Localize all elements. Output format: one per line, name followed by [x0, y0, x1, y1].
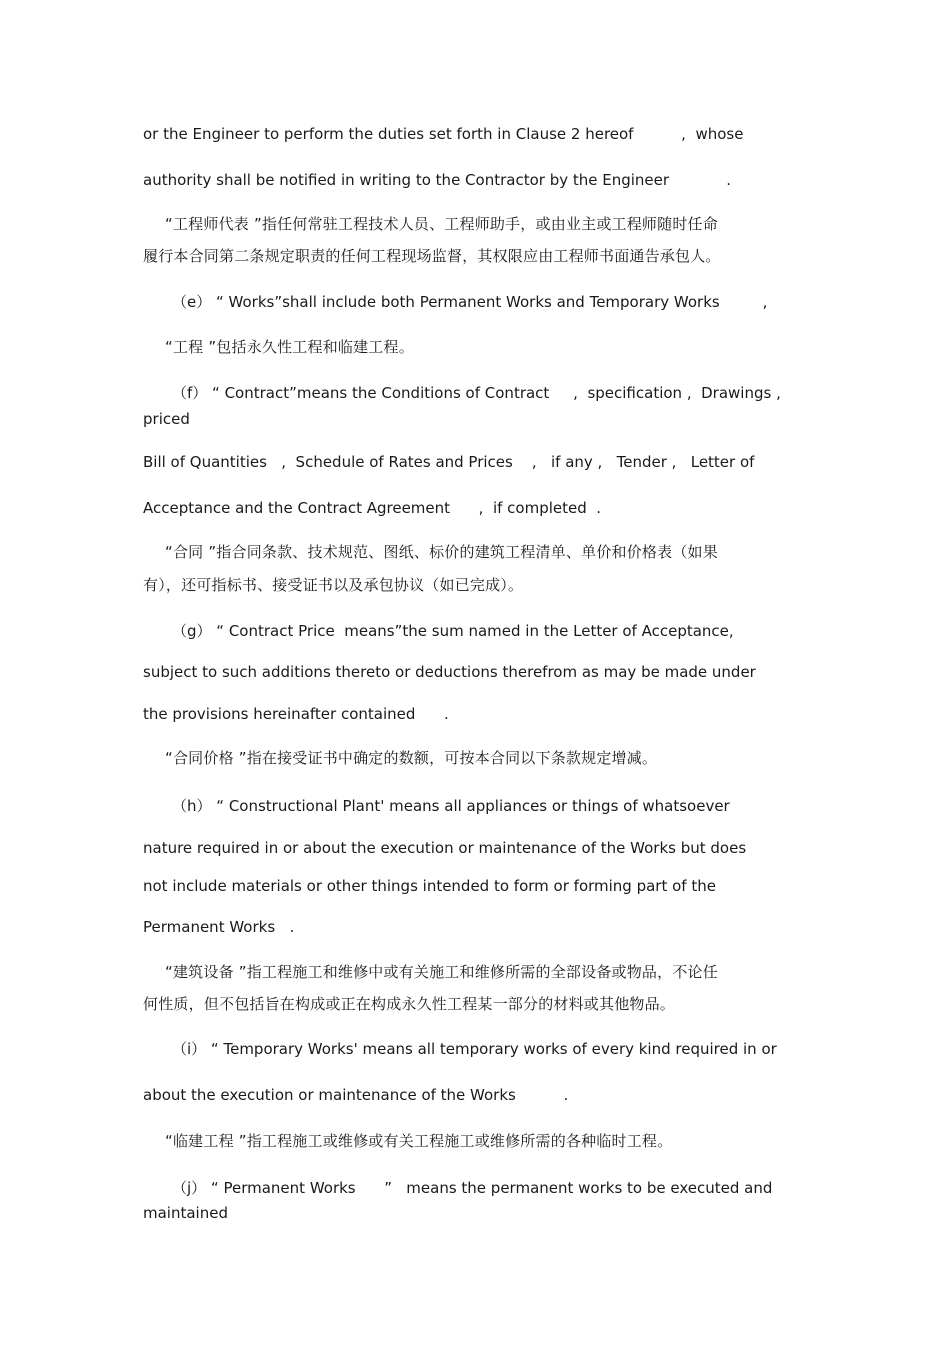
text-line: “临建工程 ”指工程施工或维修或有关工程施工或维修所需的各种临时工程。	[165, 1132, 673, 1150]
text-line: about the execution or maintenance of the Works .	[143, 1086, 569, 1104]
text-line: the provisions hereinafter contained .	[143, 705, 449, 723]
text-line: （g） “ Contract Price means”the sum named in the Letter of Acceptance,	[172, 622, 734, 640]
text-line: “合同价格 ”指在接受证书中确定的数额，可按本合同以下条款规定增减。	[165, 749, 658, 767]
text-line: nature required in or about the execution or maintenance of the Works but does	[143, 839, 747, 857]
text-line: maintained	[143, 1204, 228, 1222]
text-line: （i） “ Temporary Works' means all temporary works of every kind required in or	[172, 1040, 777, 1058]
text-line: 有），还可指标书、接受证书以及承包协议（如已完成）。	[143, 576, 524, 594]
text-line: “合同 ”指合同条款、技术规范、图纸、标价的建筑工程清单、单价和价格表（如果	[165, 543, 718, 561]
text-line: Bill of Quantities , Schedule of Rates and Prices , if any , Tender , Letter of	[143, 453, 755, 471]
text-line: （e） “ Works”shall include both Permanent Works and Temporary Works ,	[172, 293, 768, 311]
text-line: “建筑设备 ”指工程施工和维修中或有关施工和维修所需的全部设备或物品，不论任	[165, 963, 718, 981]
text-line: Acceptance and the Contract Agreement , if completed .	[143, 499, 602, 517]
text-line: （h） “ Constructional Plant' means all appliances or things of whatsoever	[172, 797, 730, 815]
text-line: priced	[143, 410, 190, 428]
text-line: or the Engineer to perform the duties set forth in Clause 2 hereof , whose	[143, 125, 744, 143]
text-line: “工程 ”包括永久性工程和临建工程。	[165, 338, 414, 356]
text-line: Permanent Works .	[143, 918, 295, 936]
text-line: not include materials or other things intended to form or forming part of the	[143, 877, 716, 895]
text-line: subject to such additions thereto or deductions therefrom as may be made under	[143, 663, 756, 681]
text-line: 何性质，但不包括旨在构成或正在构成永久性工程某一部分的材料或其他物品。	[143, 995, 676, 1013]
text-line: （j） “ Permanent Works ” means the permanent works to be executed and	[172, 1179, 773, 1197]
text-line: 履行本合同第二条规定职责的任何工程现场监督，其权限应由工程师书面通告承包人。	[143, 247, 721, 265]
text-line: （f） “ Contract”means the Conditions of Contract , specification , Drawings ,	[172, 384, 781, 402]
text-line: “工程师代表 ”指任何常驻工程技术人员、工程师助手，或由业主或工程师随时任命	[165, 215, 718, 233]
text-line: authority shall be notified in writing to the Contractor by the Engineer .	[143, 171, 732, 189]
